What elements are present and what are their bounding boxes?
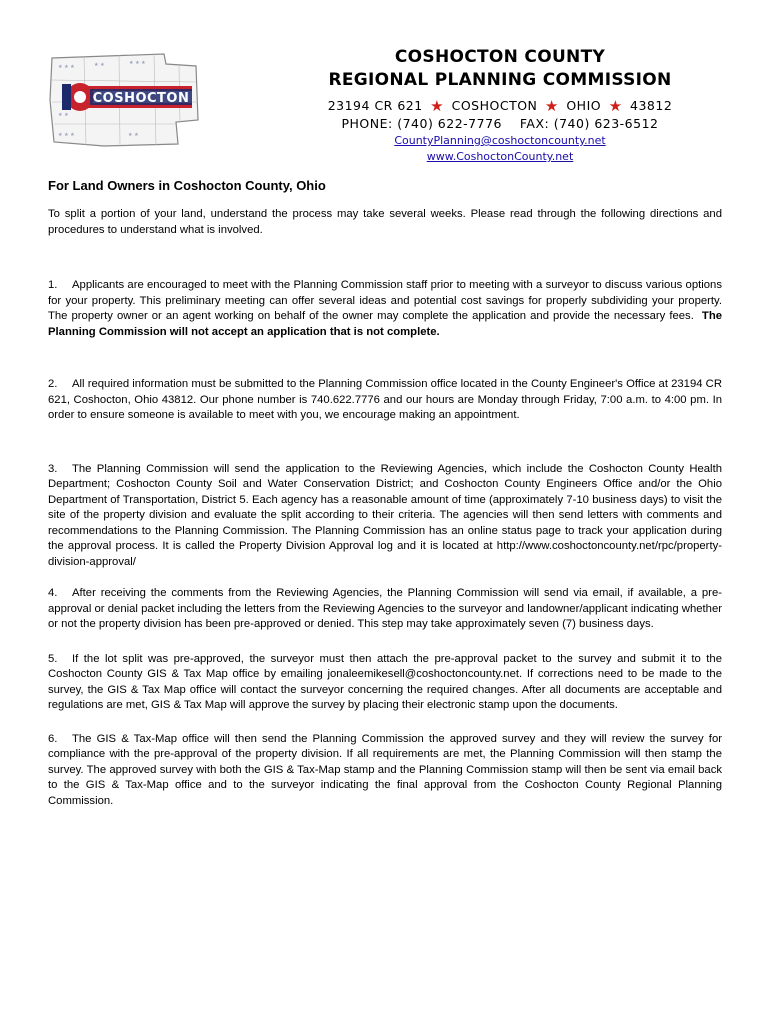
step-paragraph — [48, 462, 722, 571]
step-text: If the lot split was pre-approved, the surveyor must then attach the pre-approval packet to the survey and submit it to the Coshocton County GIS & Tax Map office by emailing jonaleemikesell@coshoctoncounty.net. If corrections need to be made to the survey, the GIS & Tax Map office will contact the surveyor concerning the required changes. After all documents are acceptable and regulations are met, GIS & Tax Map will approve the survey by placing their electronic stamp upon the documents. — [48, 652, 722, 711]
step-paragraph — [48, 278, 722, 340]
step-text: All required information must be submitted to the Planning Commission office located in the County Engineer's Office at 23194 CR 621, Coshocton, Ohio 43812. Our phone number is 740.622.7776 and our hours are Monday through Friday, 7:00 a.m. to 4:00 pm. In order to ensure someone is available to meet with you, we encourage making an appointment. — [48, 378, 722, 421]
address-city: COSHOCTON — [451, 98, 538, 113]
step-text: Applicants are encouraged to meet with the Planning Commission staff prior to meeting with a surveyor to discuss various options for your property. This preliminary meeting can offer several ideas and potential cost savings for properly subdividing your property. The property owner or an agent working on behalf of the owner may complete the application and provide the necessary fees. — [48, 279, 722, 322]
org-name-line1: COSHOCTON COUNTY — [394, 47, 606, 67]
document-body — [48, 178, 722, 809]
step-text: The GIS & Tax-Map office will then send the Planning Commission the approved survey and they will review the survey for compliance with the pre-approval of the property division. If all requirements are met, the Planning Commission will then stamp the survey. The approved survey with both the GIS & Tax-Map stamp and the Planning Commission stamp will then be sent via email back to the GIS & Tax-Map office and to the surveyor indicating the final approval from the Coshocton County Regional Planning Commission. — [48, 732, 722, 807]
county-logo — [44, 50, 204, 150]
org-name-line2: REGIONAL PLANNING COMMISSION — [328, 70, 672, 90]
svg-text:★ ★ ★: ★ ★ ★ — [58, 64, 75, 70]
step-text: After receiving the comments from the Reviewing Agencies, the Planning Commission will send via email, if available, a pre-approval or denial packet including the letters from the Reviewing Agencies to the surveyor and landowner/applicant indicating whether or not the property division has been pre-approved or denied. This step may take approximately seven (7) business days. — [48, 587, 722, 630]
svg-text:★ ★ ★: ★ ★ ★ — [58, 132, 75, 138]
letterhead — [240, 46, 760, 163]
step-number: 3. — [48, 462, 58, 475]
step-number: 4. — [48, 587, 58, 599]
step-number: 5. — [48, 652, 58, 665]
fax-number: FAX: (740) 623-6512 — [519, 116, 659, 131]
phone-number: PHONE: (740) 622-7776 — [341, 116, 502, 131]
document-heading: For Land Owners in Coshocton County, Ohio — [48, 178, 326, 193]
address-zip: 43812 — [630, 98, 673, 113]
intro-paragraph: To split a portion of your land, understand the process may take several weeks. Please read through the following directions and procedures to understand what is involved. — [48, 208, 722, 236]
address-line — [240, 96, 760, 114]
email-link[interactable]: CountyPlanning@coshoctoncounty.net — [394, 134, 606, 147]
step-bold-note: The Planning Commission will not accept an application that is not complete. — [48, 310, 723, 338]
step-paragraph — [48, 652, 722, 714]
svg-text:★ ★: ★ ★ — [58, 112, 69, 118]
star-icon: ★ — [430, 97, 445, 115]
step-number: 2. — [48, 378, 58, 390]
svg-text:★ ★: ★ ★ — [128, 132, 139, 138]
step-text: The Planning Commission will send the application to the Reviewing Agencies, which include the Coshocton County Health Department; Coshocton County Soil and Water Conservation District; and Coshocton County Engineers Office and/or the Ohio Department of Transportation, District 5. Each agency has a reasonable amount of time (approximately 7-10 business days) to visit the site of the property division and evaluate the split according to their criteria. The agencies will then send letters with comments and recommendations to the Planning Commission. The Planning Commission has an online status page to track your application during the approval process. It is called the Property Division Approval log and it is located at http://www.coshoctoncounty.net/rpc/property-division-approval/ — [48, 462, 722, 568]
step-paragraph — [48, 732, 722, 810]
address-street: 23194 CR 621 — [327, 98, 423, 113]
step-paragraph — [48, 377, 722, 424]
logo-text: COSHOCTON — [92, 91, 190, 106]
step-number: 1. — [48, 279, 58, 291]
website-link[interactable]: www.CoshoctonCounty.net — [426, 150, 574, 163]
address-state: OHIO — [566, 98, 602, 113]
star-icon: ★ — [544, 97, 559, 115]
contact-line — [240, 116, 760, 131]
star-icon: ★ — [608, 97, 623, 115]
svg-text:★ ★ ★: ★ ★ ★ — [129, 60, 146, 66]
svg-text:★ ★: ★ ★ — [94, 62, 105, 68]
county-map-graphic — [44, 50, 204, 150]
step-number: 6. — [48, 732, 58, 745]
step-paragraph — [48, 586, 722, 633]
